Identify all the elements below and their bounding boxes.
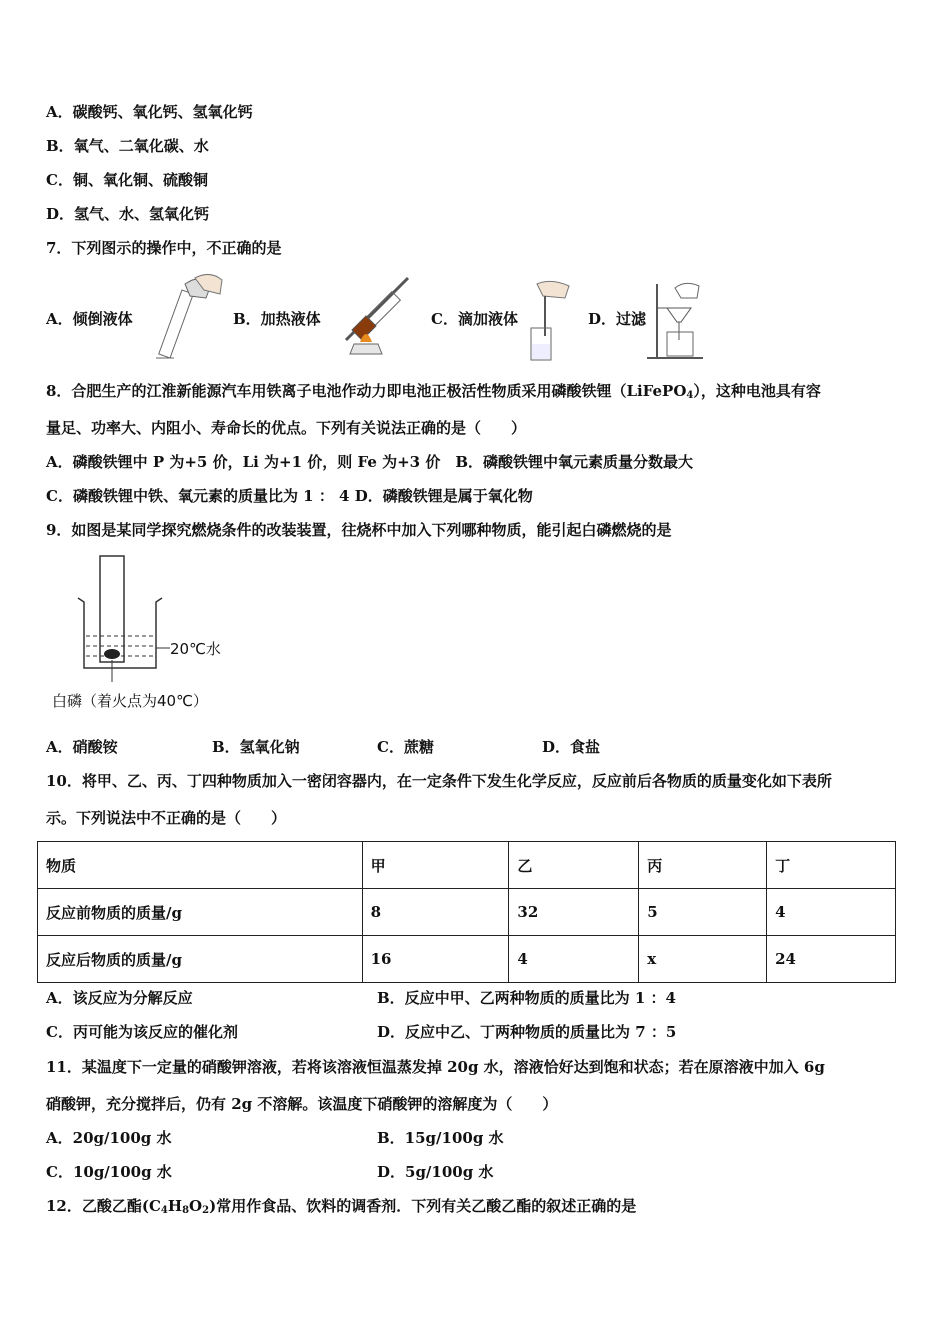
q10-option-b: B．反应中甲、乙两种物质的质量比为 1 ：4 [377, 989, 676, 1007]
water-temperature-label: 20℃水 [170, 640, 221, 658]
q11-option-b: B．15g/100g 水 [377, 1129, 504, 1147]
q11-option-c: C．10g/100g 水 [46, 1163, 172, 1181]
table-cell: 5 [639, 889, 767, 936]
q7-option-c: C．滴加液体 [431, 310, 518, 328]
q10-stem-line1: 10．将甲、乙、丙、丁四种物质加入一密闭容器内，在一定条件下发生化学反应，反应前后各物质的质量变化如下表所 [46, 772, 832, 790]
table-row [38, 936, 896, 983]
q9-option-d: D．食盐 [542, 738, 601, 756]
q10-stem-line2: 示。下列说法中不正确的是（ ） [46, 809, 287, 827]
table-cell: 32 [509, 889, 639, 936]
table-header-cell: 乙 [509, 842, 639, 889]
q10-option-c: C．丙可能为该反应的催化剂 [46, 1023, 238, 1041]
q11-option-d: D．5g/100g 水 [377, 1163, 494, 1181]
q11-option-a: A．20g/100g 水 [46, 1129, 172, 1147]
table-cell: 反应后物质的质量/g [38, 936, 363, 983]
table-cell: 4 [509, 936, 639, 983]
q6-option-d: D．氢气、水、氢氧化钙 [46, 205, 210, 223]
table-cell: 4 [767, 889, 896, 936]
q8-stem-line1: 8．合肥生产的江淮新能源汽车用铁离子电池作动力即电池正极活性物质采用磷酸铁锂（LiFePO$_4$），这种电池具有容 [46, 382, 821, 401]
q8-stem-line2: 量足、功率大、内阻小、寿命长的优点。下列有关说法正确的是（ ） [46, 419, 527, 437]
q6-option-b: B．氧气、二氧化碳、水 [46, 137, 209, 155]
table-cell: 反应前物质的质量/g [38, 889, 363, 936]
white-phosphorus-label: 白磷（着火点为40℃） [52, 692, 208, 710]
q7-stem: 7．下列图示的操作中，不正确的是 [46, 239, 282, 257]
q6-option-a: A．碳酸钙、氧化钙、氢氧化钙 [46, 103, 253, 121]
table-cell: 24 [767, 936, 896, 983]
q9-stem: 9．如图是某同学探究燃烧条件的改装装置，往烧杯中加入下列哪种物质，能引起白磷燃烧的是 [46, 521, 672, 539]
beaker-apparatus-figure [70, 552, 170, 684]
q8-options-cd: C．磷酸铁锂中铁、氧元素的质量比为 1 ： 4 D．磷酸铁锂是属于氧化物 [46, 487, 533, 505]
table-header-row [38, 842, 896, 889]
mass-change-table [37, 841, 896, 983]
pouring-liquid-figure [140, 272, 230, 364]
q8-options-ab: A．磷酸铁锂中 P 为+5 价，Li 为+1 价，则 Fe 为+3 价 B．磷酸铁锂中氧元素质量分数最大 [46, 453, 694, 471]
table-header-cell: 物质 [38, 842, 363, 889]
q6-option-c: C．铜、氧化铜、硫酸铜 [46, 171, 208, 189]
filtration-figure [645, 278, 705, 364]
q11-stem-line2: 硝酸钾，充分搅拌后，仍有 2g 不溶解。该温度下硝酸钾的溶解度为（ ） [46, 1095, 558, 1113]
table-header-cell: 丙 [639, 842, 767, 889]
table-cell: 8 [362, 889, 509, 936]
q7-option-a: A．倾倒液体 [46, 310, 133, 328]
q7-option-d: D．过滤 [588, 310, 647, 328]
q9-option-b: B．氢氧化钠 [212, 738, 300, 756]
q11-stem-line1: 11．某温度下一定量的硝酸钾溶液，若将该溶液恒温蒸发掉 20g 水，溶液恰好达到饱和状态；若在原溶液中加入 6g [46, 1058, 825, 1076]
q9-option-c: C．蔗糖 [377, 738, 434, 756]
heating-liquid-figure [326, 270, 418, 364]
table-row [38, 889, 896, 936]
table-cell: 16 [362, 936, 509, 983]
table-header-cell: 丁 [767, 842, 896, 889]
q10-option-a: A．该反应为分解反应 [46, 989, 193, 1007]
dropping-liquid-figure [525, 278, 575, 364]
table-cell: x [639, 936, 767, 983]
table-header-cell: 甲 [362, 842, 509, 889]
q9-option-a: A．硝酸铵 [46, 738, 118, 756]
q12-stem: 12．乙酸乙酯$(C_4H_8O_2)$常用作食品、饮料的调香剂．下列有关乙酸乙酯的叙述正确的是 [46, 1197, 637, 1216]
q7-option-b: B．加热液体 [233, 310, 321, 328]
q10-option-d: D．反应中乙、丁两种物质的质量比为 7 ：5 [377, 1023, 677, 1041]
